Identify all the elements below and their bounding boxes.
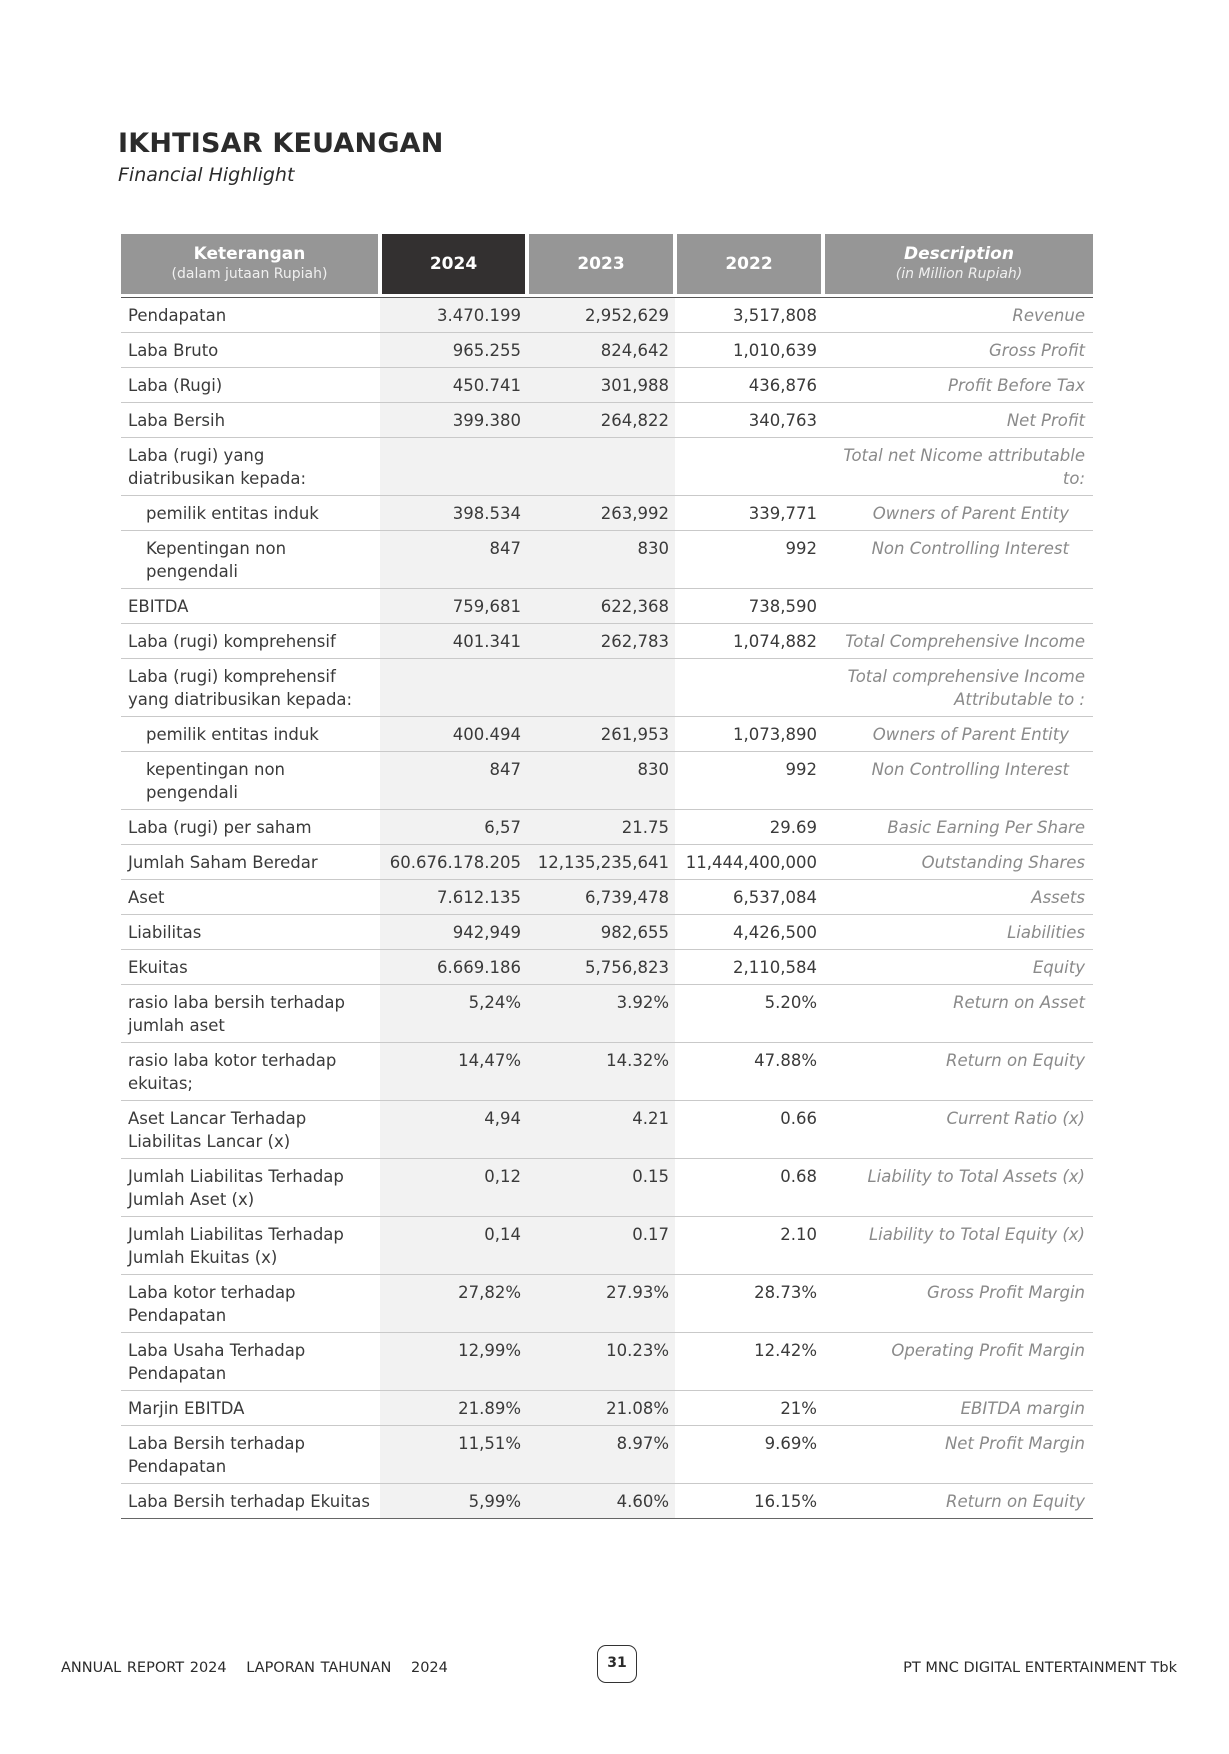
value-2024: 21.89% xyxy=(380,1391,527,1426)
value-2024: 11,51% xyxy=(380,1426,527,1484)
table-row xyxy=(121,438,1093,496)
row-label: Jumlah Liabilitas Terhadap Jumlah Ekuitas (x) xyxy=(121,1217,380,1275)
row-label: Laba (rugi) yang diatribusikan kepada: xyxy=(121,438,380,496)
row-label: Jumlah Saham Beredar xyxy=(121,845,380,880)
row-description: Current Ratio (x) xyxy=(823,1101,1093,1159)
value-2024 xyxy=(380,659,527,717)
table-row xyxy=(121,810,1093,845)
value-2023: 0.15 xyxy=(527,1159,675,1217)
row-label: Liabilitas xyxy=(121,915,380,950)
table-row xyxy=(121,1484,1093,1519)
table-row xyxy=(121,752,1093,810)
value-2023: 264,822 xyxy=(527,403,675,438)
row-description: Liability to Total Equity (x) xyxy=(823,1217,1093,1275)
row-description: Operating Profit Margin xyxy=(823,1333,1093,1391)
value-2023: 261,953 xyxy=(527,717,675,752)
value-2023: 2,952,629 xyxy=(527,298,675,333)
table-row xyxy=(121,589,1093,624)
value-2022: 1,074,882 xyxy=(675,624,823,659)
row-label: Jumlah Liabilitas Terhadap Jumlah Aset (x) xyxy=(121,1159,380,1217)
value-2024: 399.380 xyxy=(380,403,527,438)
footer-laporan-tahunan: LAPORAN TAHUNAN xyxy=(246,1660,392,1676)
keterangan-label: Keterangan xyxy=(193,244,306,264)
value-2022: 9.69% xyxy=(675,1426,823,1484)
value-2022: 21% xyxy=(675,1391,823,1426)
value-2024: 759,681 xyxy=(380,589,527,624)
value-2023: 830 xyxy=(527,752,675,810)
row-label: Pendapatan xyxy=(121,298,380,333)
row-label: kepentingan non pengendali xyxy=(121,752,380,810)
row-description: Profit Before Tax xyxy=(823,368,1093,403)
row-label: pemilik entitas induk xyxy=(121,717,380,752)
table-row xyxy=(121,298,1093,333)
table-body xyxy=(121,296,1093,1519)
value-2023: 263,992 xyxy=(527,496,675,531)
value-2024: 847 xyxy=(380,531,527,589)
table-row xyxy=(121,915,1093,950)
value-2024: 5,99% xyxy=(380,1484,527,1519)
row-description: Net Profit xyxy=(823,403,1093,438)
keterangan-unit: (dalam jutaan Rupiah) xyxy=(171,266,328,282)
row-description: Revenue xyxy=(823,298,1093,333)
table-row xyxy=(121,1275,1093,1333)
row-label: rasio laba kotor terhadap ekuitas; xyxy=(121,1043,380,1101)
row-description: Return on Equity xyxy=(823,1043,1093,1101)
value-2022 xyxy=(675,438,823,496)
value-2024: 0,12 xyxy=(380,1159,527,1217)
value-2022: 28.73% xyxy=(675,1275,823,1333)
description-unit: (in Million Rupiah) xyxy=(895,266,1023,282)
row-label: Laba (rugi) komprehensif yang diatribusikan kepada: xyxy=(121,659,380,717)
row-description: Gross Profit xyxy=(823,333,1093,368)
value-2022: 5.20% xyxy=(675,985,823,1043)
row-description: Total Comprehensive Income xyxy=(823,624,1093,659)
row-label: rasio laba bersih terhadap jumlah aset xyxy=(121,985,380,1043)
value-2024: 400.494 xyxy=(380,717,527,752)
value-2023 xyxy=(527,438,675,496)
table-row xyxy=(121,496,1093,531)
table-row xyxy=(121,1217,1093,1275)
table-row xyxy=(121,368,1093,403)
row-description: Liabilities xyxy=(823,915,1093,950)
row-description: Equity xyxy=(823,950,1093,985)
row-label: Laba (Rugi) xyxy=(121,368,380,403)
table-row xyxy=(121,845,1093,880)
row-label: Ekuitas xyxy=(121,950,380,985)
value-2022: 47.88% xyxy=(675,1043,823,1101)
row-description xyxy=(823,589,1093,624)
value-2023: 622,368 xyxy=(527,589,675,624)
value-2024: 6,57 xyxy=(380,810,527,845)
value-2022: 11,444,400,000 xyxy=(675,845,823,880)
value-2022: 2,110,584 xyxy=(675,950,823,985)
value-2023: 14.32% xyxy=(527,1043,675,1101)
value-2023: 21.75 xyxy=(527,810,675,845)
value-2023: 8.97% xyxy=(527,1426,675,1484)
row-description: Net Profit Margin xyxy=(823,1426,1093,1484)
value-2024: 942,949 xyxy=(380,915,527,950)
row-label: Laba kotor terhadap Pendapatan xyxy=(121,1275,380,1333)
value-2022: 1,010,639 xyxy=(675,333,823,368)
value-2023: 3.92% xyxy=(527,985,675,1043)
value-2023: 824,642 xyxy=(527,333,675,368)
value-2022: 992 xyxy=(675,752,823,810)
table-row xyxy=(121,1426,1093,1484)
value-2023: 5,756,823 xyxy=(527,950,675,985)
value-2024: 12,99% xyxy=(380,1333,527,1391)
value-2023: 12,135,235,641 xyxy=(527,845,675,880)
table-row xyxy=(121,403,1093,438)
table-row xyxy=(121,717,1093,752)
row-description: Gross Profit Margin xyxy=(823,1275,1093,1333)
value-2023: 21.08% xyxy=(527,1391,675,1426)
row-description: Return on Equity xyxy=(823,1484,1093,1519)
row-label: Laba Bersih xyxy=(121,403,380,438)
footer-report-title xyxy=(61,1660,462,1676)
row-description: Assets xyxy=(823,880,1093,915)
value-2022 xyxy=(675,659,823,717)
value-2023: 6,739,478 xyxy=(527,880,675,915)
row-description: Non Controlling Interest xyxy=(823,752,1093,810)
table-row xyxy=(121,880,1093,915)
row-label: Laba Bersih terhadap Pendapatan xyxy=(121,1426,380,1484)
value-2024: 7.612.135 xyxy=(380,880,527,915)
value-2022: 738,590 xyxy=(675,589,823,624)
table-row xyxy=(121,531,1093,589)
value-2023: 0.17 xyxy=(527,1217,675,1275)
value-2023: 301,988 xyxy=(527,368,675,403)
row-description: Return on Asset xyxy=(823,985,1093,1043)
financial-highlight-table xyxy=(121,234,1093,1519)
value-2022: 339,771 xyxy=(675,496,823,531)
table-row xyxy=(121,985,1093,1043)
row-label: Laba (rugi) per saham xyxy=(121,810,380,845)
row-label: EBITDA xyxy=(121,589,380,624)
value-2024: 398.534 xyxy=(380,496,527,531)
value-2023: 262,783 xyxy=(527,624,675,659)
row-label: Laba Usaha Terhadap Pendapatan xyxy=(121,1333,380,1391)
value-2023: 4.21 xyxy=(527,1101,675,1159)
row-label: Laba Bruto xyxy=(121,333,380,368)
row-label: Aset Lancar Terhadap Liabilitas Lancar (x) xyxy=(121,1101,380,1159)
value-2024: 965.255 xyxy=(380,333,527,368)
page-subtitle: Financial Highlight xyxy=(118,164,295,186)
row-description: Non Controlling Interest xyxy=(823,531,1093,589)
row-description: Owners of Parent Entity xyxy=(823,717,1093,752)
value-2022: 6,537,084 xyxy=(675,880,823,915)
value-2023: 4.60% xyxy=(527,1484,675,1519)
column-header-description xyxy=(823,234,1093,296)
footer-annual-report: ANNUAL REPORT 2024 xyxy=(61,1660,227,1676)
description-label: Description xyxy=(904,244,1014,264)
row-label: Kepentingan non pengendali xyxy=(121,531,380,589)
value-2022: 2.10 xyxy=(675,1217,823,1275)
row-description: EBITDA margin xyxy=(823,1391,1093,1426)
value-2024: 4,94 xyxy=(380,1101,527,1159)
value-2022: 436,876 xyxy=(675,368,823,403)
page-title: IKHTISAR KEUANGAN xyxy=(118,128,444,159)
value-2024: 6.669.186 xyxy=(380,950,527,985)
value-2022: 0.68 xyxy=(675,1159,823,1217)
value-2024: 5,24% xyxy=(380,985,527,1043)
value-2024: 0,14 xyxy=(380,1217,527,1275)
column-header-keterangan xyxy=(121,234,380,296)
row-description: Liability to Total Assets (x) xyxy=(823,1159,1093,1217)
row-description: Total comprehensive Income Attributable to : xyxy=(823,659,1093,717)
row-label: pemilik entitas induk xyxy=(121,496,380,531)
table-row xyxy=(121,333,1093,368)
value-2024: 450.741 xyxy=(380,368,527,403)
value-2022: 340,763 xyxy=(675,403,823,438)
row-label: Marjin EBITDA xyxy=(121,1391,380,1426)
row-description: Owners of Parent Entity xyxy=(823,496,1093,531)
value-2022: 1,073,890 xyxy=(675,717,823,752)
value-2022: 12.42% xyxy=(675,1333,823,1391)
row-label: Laba (rugi) komprehensif xyxy=(121,624,380,659)
column-header-2024: 2024 xyxy=(380,234,527,296)
value-2024: 60.676.178.205 xyxy=(380,845,527,880)
row-label: Laba Bersih terhadap Ekuitas xyxy=(121,1484,380,1519)
footer-year: 2024 xyxy=(410,1660,448,1676)
value-2024 xyxy=(380,438,527,496)
row-label: Aset xyxy=(121,880,380,915)
column-header-2022: 2022 xyxy=(675,234,823,296)
value-2024: 847 xyxy=(380,752,527,810)
table-row xyxy=(121,1391,1093,1426)
table-row xyxy=(121,950,1093,985)
value-2024: 401.341 xyxy=(380,624,527,659)
value-2024: 3.470.199 xyxy=(380,298,527,333)
row-description: Total net Nicome attributable to: xyxy=(823,438,1093,496)
column-header-2023: 2023 xyxy=(527,234,675,296)
value-2024: 14,47% xyxy=(380,1043,527,1101)
table-row xyxy=(121,624,1093,659)
value-2022: 992 xyxy=(675,531,823,589)
value-2022: 29.69 xyxy=(675,810,823,845)
value-2023 xyxy=(527,659,675,717)
value-2023: 982,655 xyxy=(527,915,675,950)
table-row xyxy=(121,1333,1093,1391)
value-2022: 4,426,500 xyxy=(675,915,823,950)
value-2022: 3,517,808 xyxy=(675,298,823,333)
table-header xyxy=(121,234,1093,296)
footer-company-name: PT MNC DIGITAL ENTERTAINMENT Tbk xyxy=(903,1660,1177,1676)
value-2022: 0.66 xyxy=(675,1101,823,1159)
row-description: Basic Earning Per Share xyxy=(823,810,1093,845)
row-description: Outstanding Shares xyxy=(823,845,1093,880)
table-row xyxy=(121,659,1093,717)
value-2023: 10.23% xyxy=(527,1333,675,1391)
table-row xyxy=(121,1101,1093,1159)
table-row xyxy=(121,1043,1093,1101)
page-number: 31 xyxy=(597,1645,637,1683)
value-2022: 16.15% xyxy=(675,1484,823,1519)
table-row xyxy=(121,1159,1093,1217)
value-2023: 830 xyxy=(527,531,675,589)
value-2023: 27.93% xyxy=(527,1275,675,1333)
value-2024: 27,82% xyxy=(380,1275,527,1333)
